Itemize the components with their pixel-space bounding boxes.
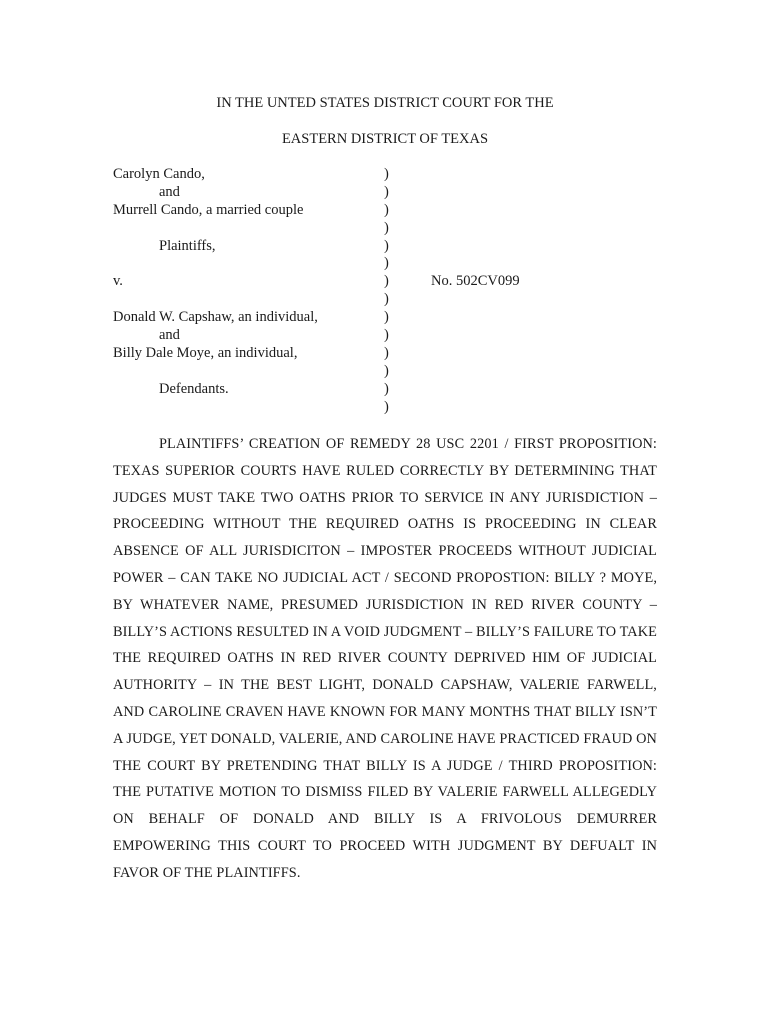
caption-line: Murrell Cando, a married couple [113, 201, 304, 218]
caption-paren: ) [384, 201, 389, 218]
caption-line [113, 220, 378, 238]
caption-paren: ) [384, 219, 389, 236]
caption-paren: ) [384, 344, 389, 361]
caption-line [113, 363, 378, 381]
caption-line: v. [113, 273, 123, 290]
caption-paren: ) [384, 166, 389, 182]
court-title-line-2: EASTERN DISTRICT OF TEXAS [281, 131, 489, 147]
caption-line [113, 291, 378, 309]
court-title-line-1: IN THE UNTED STATES DISTRICT COURT FOR THE [216, 95, 554, 111]
caption-line [113, 255, 378, 273]
caption-parenthesis-column [384, 166, 394, 416]
case-number: No. 502CV099 [431, 273, 520, 289]
caption-paren: ) [384, 291, 389, 308]
caption-paren: ) [384, 327, 389, 344]
caption-line: Defendants. [159, 380, 229, 397]
caption-line: and [159, 327, 180, 344]
caption-paren: ) [384, 398, 389, 415]
caption-paren: ) [384, 255, 389, 272]
caption-line [113, 399, 378, 417]
caption-paren: ) [384, 273, 389, 290]
caption-paren: ) [384, 309, 389, 326]
caption-paren: ) [384, 362, 389, 379]
case-caption-parties [113, 166, 378, 416]
caption-line: and [159, 183, 180, 200]
caption-paren: ) [384, 380, 389, 397]
caption-line: Donald W. Capshaw, an individual, [113, 309, 318, 326]
caption-line: Plaintiffs, [159, 237, 216, 254]
caption-paren: ) [384, 183, 389, 200]
caption-paren: ) [384, 237, 389, 254]
caption-line: Billy Dale Moye, an individual, [113, 344, 298, 361]
caption-line: Carolyn Cando, [113, 166, 205, 182]
body-paragraph: PLAINTIFFS’ CREATION OF REMEDY 28 USC 2201 / FIRST PROPOSITION: TEXAS SUPERIOR COURTS HAVE RULED CORRECTLY BY DETERMINING THAT JUDGES MUST TAKE TWO OATHS PRIOR TO SERVICE IN ANY JURISDICTION – PROCEEDING WITHOUT THE REQUIRED OATHS IS PROCEEDING IN CLEAR ABSENCE OF ALL JURISDICITON – IMPOSTER PROCEEDS WITHOUT JUDICIAL POWER – CAN TAKE NO JUDICIAL ACT / SECOND PROPOSTION: BILLY ? MOYE, BY WHATEVER NAME, PRESUMED JURISDICTION IN RED RIVER COUNTY – BILLY’S ACTIONS RESULTED IN A VOID JUDGMENT – BILLY’S FAILURE TO TAKE THE REQUIRED OATHS IN RED RIVER COUNTY DEPRIVED HIM OF JUDICIAL AUTHORITY – IN THE BEST LIGHT, DONALD CAPSHAW, VALERIE FARWELL, AND CAROLINE CRAVEN HAVE KNOWN FOR MANY MONTHS THAT BILLY ISN’T A JUDGE, YET DONALD, VALERIE, AND CAROLINE HAVE PRACTICED FRAUD ON THE COURT BY PRETENDING THAT BILLY IS A JUDGE / THIRD PROPOSITION: THE PUTATIVE MOTION TO DISMISS FILED BY VALERIE FARWELL ALLEGEDLY ON BEHALF OF DONALD AND BILLY IS A FRIVOLOUS DEMURRER EMPOWERING THIS COURT TO PROCEED WITH JUDGMENT BY DEFUALT IN FAVOR OF THE PLAINTIFFS. [113, 436, 657, 881]
